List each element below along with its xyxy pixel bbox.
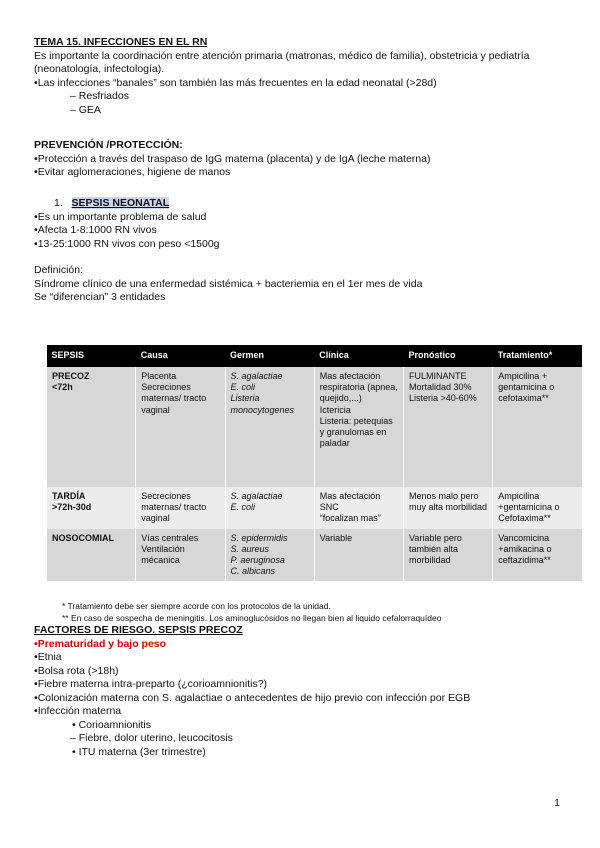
sepsis-heading (34, 197, 570, 211)
cell-line: NOSOCOMIAL (52, 532, 114, 543)
col-header-sepsis: SEPSIS (47, 345, 136, 367)
bullet-proteccion: • Protección a través del traspaso de IgG materna (placenta) y de IgA (leche materna) (34, 153, 570, 167)
sepsis-table (46, 345, 582, 581)
cell-germen (225, 487, 314, 529)
cell-line: Placenta (141, 371, 177, 381)
sub-item-resfriados: – Resfriados (70, 90, 129, 102)
cell-causa (136, 529, 225, 582)
factor-item-bolsa: • Bolsa rota (>18h) (34, 665, 570, 679)
bullet-aglomeraciones: • Evitar aglomeraciones, higiene de manos (34, 166, 570, 180)
sub-item-corioamnionitis: • Corioamnionitis (72, 718, 151, 731)
table-header-row (47, 345, 583, 367)
cell-line: Mas afectación respiratoria (apnea, quejido,...) (319, 371, 398, 404)
cell-line: TARDÍA (52, 491, 86, 501)
cell-line: Ampicilina +gentamicina o Cefotaxima** (498, 491, 560, 524)
cell-pronostico (404, 487, 493, 529)
cell-line: Listeria >40-60% (409, 393, 477, 404)
sub-item-itu: • ITU materna (3er trimestre) (72, 745, 206, 758)
definition-text: Síndrome clínico de una enfermedad sistémica + bacteriemia en el 1er mes de vida (34, 277, 423, 290)
cell-line: FULMINANTE (409, 371, 467, 381)
col-header-clinica: Clínica (314, 345, 403, 367)
sepsis-number: 1. (54, 197, 63, 209)
cell-line: P. aeruginosa (230, 555, 285, 566)
cell-line: S. aureus (230, 543, 270, 554)
note-tratamiento: * Tratamiento debe ser siempre acorde con los protocolos de la unidad. (62, 601, 331, 611)
col-header-germen: Germen (225, 345, 314, 367)
cell-line: Variable pero también alta morbilidad (409, 532, 462, 566)
cell-line: E. coli (230, 502, 256, 513)
cell-line: C. albicans (230, 566, 276, 577)
cell-line: Secreciones maternas/ tracto vaginal (141, 491, 207, 524)
factor-item-fiebre: • Fiebre materna intra-preparto (¿corioamnionitis?) (34, 678, 570, 692)
factor-item-etnia: • Etnia (34, 651, 570, 665)
cell-line: E. coli (230, 382, 256, 393)
sub-item-gea: – GEA (70, 103, 101, 116)
cell-sepsis (47, 367, 136, 487)
bullet-peso: • 13-25:1000 RN vivos con peso <1500g (34, 238, 570, 252)
factor-item-colonizacion: • Colonización materna con S. agalactiae o antecedentes de hijo previo con infección por EGB (34, 692, 570, 706)
cell-tratamiento (493, 367, 582, 487)
sepsis-title: SEPSIS NEONATAL (71, 197, 170, 209)
table-row (47, 487, 583, 529)
note-meningitis: ** En caso de sospecha de meningitis. Los aminoglucósidos no llegan bien al liquido cefalorraquídeo (62, 613, 442, 623)
bullet-banales: • Las infecciones “banales” son también las más frecuentes en la edad neonatal (>28d) (34, 77, 570, 91)
cell-pronostico (404, 367, 493, 487)
cell-line: Ampicilina + gentamicina o cefotaxima** (498, 371, 555, 404)
cell-line: Ictericia (319, 404, 351, 415)
cell-causa (136, 367, 225, 487)
cell-line: Vías centrales (141, 532, 199, 543)
cell-line: Variable (319, 532, 353, 543)
col-header-tratamiento: Tratamiento* (493, 345, 582, 367)
cell-line: Vancomicina +amikacina o ceftazidima** (498, 532, 552, 566)
cell-tratamiento (493, 529, 582, 582)
cell-clinica (314, 487, 403, 529)
cell-tratamiento (493, 487, 582, 529)
cell-line: S. agalactiae (230, 371, 283, 381)
col-header-pronostico: Pronóstico (404, 345, 493, 367)
cell-sepsis (47, 529, 136, 582)
cell-germen (225, 367, 314, 487)
cell-line: “focalizan mas” (319, 513, 381, 524)
cell-sepsis (47, 487, 136, 529)
cell-line: Mas afectación SNC (319, 491, 381, 513)
cell-germen (225, 529, 314, 582)
cell-causa (136, 487, 225, 529)
cell-line: PRECOZ (52, 371, 90, 381)
cell-line: Listeria monocytogenes (230, 393, 295, 415)
page-number: 1 (554, 797, 560, 809)
cell-line: S. agalactiae (230, 491, 283, 501)
cell-line: >72h-30d (52, 502, 92, 513)
cell-line: Listeria: petequias y granulomas en paladar (319, 415, 393, 449)
table-row (47, 529, 583, 582)
bullet-afecta: • Afecta 1-8:1000 RN vivos (34, 224, 570, 238)
factor-item-prematuridad: • Prematuridad y bajo peso (34, 638, 570, 652)
cell-line: Menos malo pero muy alta morbilidad (409, 491, 488, 513)
cell-pronostico (404, 529, 493, 582)
cell-line: Mortalidad 30% (409, 382, 472, 393)
definition-label: Definición: (34, 264, 84, 276)
section-title-factores: FACTORES DE RIESGO. SEPSIS PRECOZ (34, 624, 243, 636)
cell-line: S. epidermidis (230, 532, 288, 543)
section-title-prevencion: PREVENCIÓN /PROTECCIÓN: (34, 139, 183, 151)
sub-item-fiebre-dolor: – Fiebre, dolor uterino, leucocitosis (70, 732, 233, 744)
definition-entities: Se “diferencian” 3 entidades (34, 291, 166, 303)
cell-line: Secreciones maternas/ tracto vaginal (141, 382, 207, 415)
cell-clinica (314, 367, 403, 487)
table-notes (62, 600, 441, 624)
table-row (47, 367, 583, 487)
col-header-causa: Causa (136, 345, 225, 367)
factor-item-infeccion: • Infección materna (34, 705, 570, 719)
intro-text: Es importante la coordinación entre atención primaria (matronas, médico de familia), obstetricia y pediatría (neonatología, infectología). (34, 49, 530, 75)
bullet-problema: • Es un importante problema de salud (34, 211, 570, 225)
cell-line: <72h (52, 382, 73, 393)
section-title-tema: TEMA 15. INFECCIONES EN EL RN (34, 36, 208, 48)
cell-line: Ventilación mécanica (141, 543, 185, 566)
cell-clinica (314, 529, 403, 582)
